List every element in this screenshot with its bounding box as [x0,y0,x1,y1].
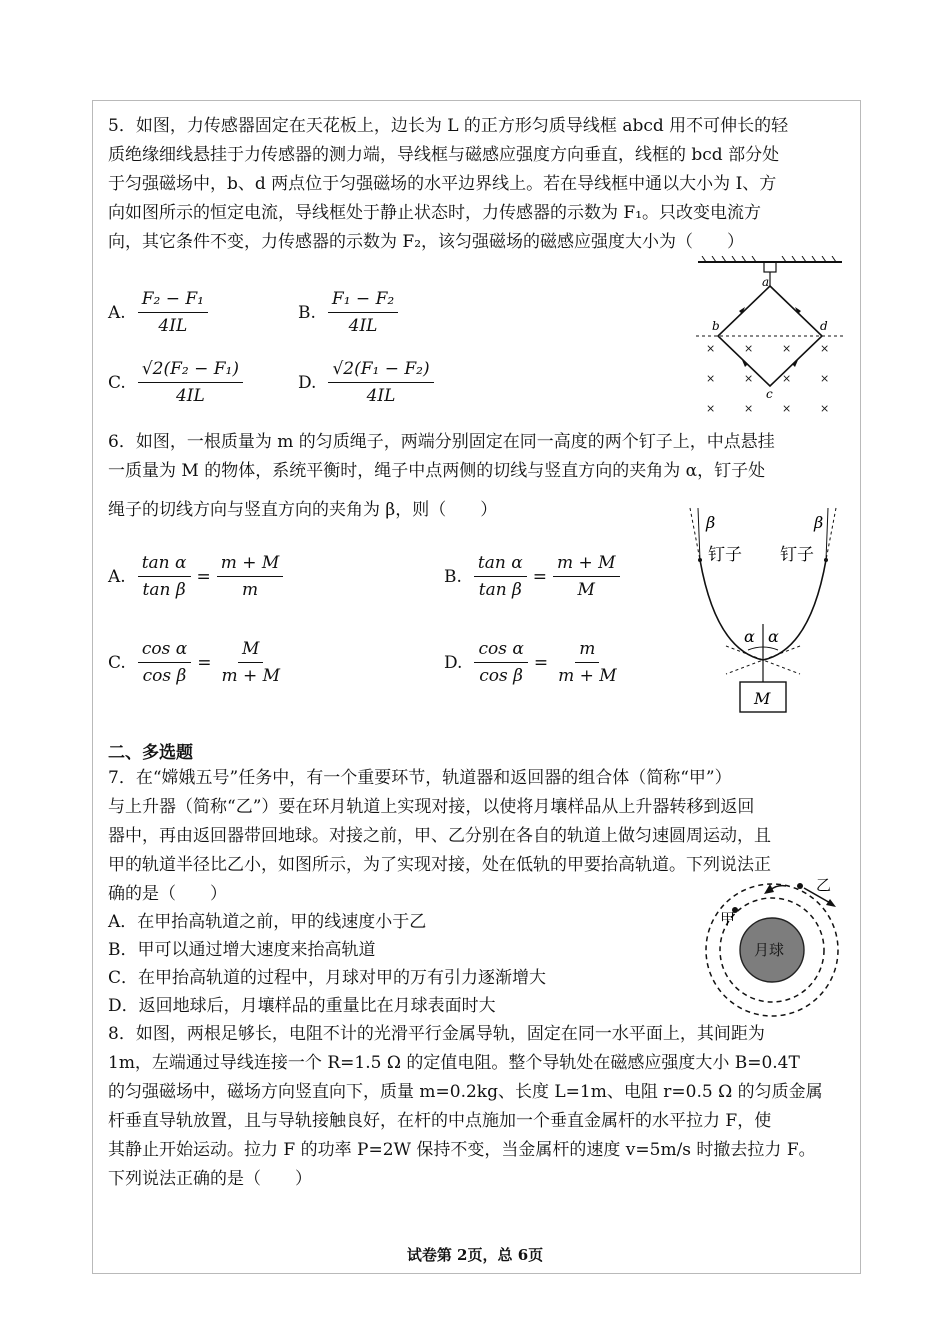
svg-text:×: × [744,342,754,355]
numerator: tan α [138,552,191,577]
label-b: b [712,319,720,333]
fraction-left [474,638,527,687]
fraction [138,288,208,337]
numerator: √2(F₁ − F₂) [328,358,433,383]
q5-option-c[interactable] [108,358,243,407]
svg-text:×: × [706,372,716,385]
option-label: A. [108,302,126,323]
label-c: c [766,387,773,401]
denominator: 4IL [158,316,188,336]
svg-text:×: × [782,342,792,355]
fraction [328,288,398,337]
q8-line-2: 1m，左端通过导线连接一个 R=1.5 Ω 的定值电阻。整个导轨处在磁感应强度大小 B=0.4T [108,1053,800,1073]
label-moon: 月球 [754,941,785,959]
denominator: tan β [142,580,186,600]
q7-line-2: 与上升器（简称“乙”）要在环月轨道上实现对接，以使将月壤样品从上升器转移到返回 [108,797,755,817]
q5-line-4: 向如图所示的恒定电流，导线框处于静止状态时，力传感器的示数为 F₁。只改变电流方 [108,203,762,223]
denominator: m + M [558,666,617,686]
label-alpha-right: α [768,627,779,646]
q7-line-1: 7．在“嫦娥五号”任务中，有一个重要环节，轨道器和返回器的组合体（简称“甲”） [108,768,732,788]
equals-sign: = [532,566,547,587]
fraction [138,358,243,407]
fraction-right [554,638,621,687]
denominator: m [241,580,259,600]
label-a: a [762,275,770,289]
q7-option-b[interactable]: B．甲可以通过增大速度来抬高轨道 [108,940,376,960]
fraction-right [217,638,284,687]
label-nail-left: 钉子 [708,545,742,565]
numerator: m + M [553,552,620,577]
option-label: D. [298,372,317,393]
svg-text:×: × [706,402,716,415]
q7-line-4: 甲的轨道半径比乙小，如图所示，为了实现对接，处在低轨的甲要抬高轨道。下列说法正 [108,855,771,875]
fraction-left [138,552,191,601]
label-jia: 甲 [720,910,736,928]
numerator: m + M [217,552,284,577]
svg-text:×: × [744,402,754,415]
fraction-left [474,552,527,601]
option-label: B. [444,566,462,587]
q7-option-c[interactable]: C．在甲抬高轨道的过程中，月球对甲的万有引力逐渐增大 [108,968,547,988]
numerator: m [575,638,599,663]
svg-text:×: × [820,372,830,385]
denominator: cos β [142,666,187,686]
q6-option-d[interactable] [444,638,621,687]
svg-text:×: × [782,372,792,385]
numerator: √2(F₂ − F₁) [138,358,243,383]
denominator: tan β [478,580,522,600]
label-alpha-left: α [744,627,755,646]
svg-text:×: × [744,372,754,385]
q6-line-2: 一质量为 M 的物体，系统平衡时，绳子中点两侧的切线与竖直方向的夹角为 α，钉子处 [108,461,766,481]
svg-text:×: × [820,402,830,415]
q5-line-1: 5．如图，力传感器固定在天花板上，边长为 L 的正方形匀质导线框 abcd 用不可伸长的轻 [108,116,789,136]
label-nail-right: 钉子 [780,545,814,565]
q6-line-3: 绳子的切线方向与竖直方向的夹角为 β，则（ ） [108,500,498,520]
q6-option-a[interactable] [108,552,283,601]
numerator: cos α [474,638,527,663]
q7-option-d[interactable]: D．返回地球后，月壤样品的重量比在月球表面时大 [108,996,496,1016]
fraction-right [217,552,284,601]
q8-line-6: 下列说法正确的是（ ） [108,1169,312,1189]
fraction [328,358,433,407]
denominator: 4IL [175,386,205,406]
q6-rope-figure [676,500,852,720]
option-label: C. [108,372,126,393]
q8-line-3: 的匀强磁场中，磁场方向竖直向下，质量 m=0.2kg、长度 L=1m、电阻 r=0.5 Ω 的匀质金属 [108,1082,823,1102]
page-footer: 试卷第 2页，总 6页 [406,1246,544,1264]
q6-option-c[interactable] [108,638,284,687]
numerator: tan α [474,552,527,577]
q5-option-a[interactable] [108,288,208,337]
q8-line-1: 8．如图，两根足够长，电阻不计的光滑平行金属导轨，固定在同一水平面上，其间距为 [108,1024,765,1044]
q5-option-d[interactable] [298,358,434,407]
numerator: cos α [138,638,191,663]
q8-line-4: 杆垂直导轨放置，且与导轨接触良好，在杆的中点施加一个垂直金属杆的水平拉力 F，使 [108,1111,772,1131]
svg-text:×: × [706,342,716,355]
q7-line-5: 确的是（ ） [108,884,227,904]
denominator: M [577,580,595,600]
option-label: D. [444,652,463,673]
q6-option-b[interactable] [444,552,620,601]
fraction-left [138,638,191,687]
denominator: 4IL [366,386,396,406]
numerator: F₂ − F₁ [138,288,208,313]
equals-sign: = [197,652,212,673]
option-label: C. [108,652,126,673]
numerator: F₁ − F₂ [328,288,398,313]
q5-option-b[interactable] [298,288,398,337]
denominator: cos β [479,666,523,686]
denominator: 4IL [348,316,378,336]
q7-orbit-figure [690,870,850,1020]
section-title: 二、多选题 [108,743,193,763]
option-label: B. [298,302,316,323]
label-beta-right: β [814,513,824,532]
denominator: m + M [221,666,281,686]
svg-text:×: × [820,342,830,355]
label-mass: M [754,689,771,708]
svg-text:×: × [782,402,792,415]
q5-line-2: 质绝缘细线悬挂于力传感器的测力端，导线框与磁感应强度方向垂直，线框的 bcd 部分处 [108,145,780,165]
q7-line-3: 器中，再由返回器带回地球。对接之前，甲、乙分别在各自的轨道上做匀速圆周运动，且 [108,826,771,846]
equals-sign: = [196,566,211,587]
numerator: M [238,638,263,663]
label-yi: 乙 [816,876,832,894]
q5-line-5: 向，其它条件不变，力传感器的示数为 F₂，该匀强磁场的磁感应强度大小为（ ） [108,232,745,252]
q6-line-1: 6．如图，一根质量为 m 的匀质绳子，两端分别固定在同一高度的两个钉子上，中点悬挂 [108,432,775,452]
q7-option-a[interactable]: A．在甲抬高轨道之前，甲的线速度小于乙 [108,912,427,932]
option-label: A. [108,566,126,587]
q8-line-5: 其静止开始运动。拉力 F 的功率 P=2W 保持不变，当金属杆的速度 v=5m/s 时撤去拉力 F。 [108,1140,816,1160]
fraction-right [553,552,620,601]
label-beta-left: β [706,513,716,532]
q5-wire-frame-figure [690,256,850,420]
equals-sign: = [533,652,549,673]
label-d: d [820,319,828,333]
q5-line-3: 于匀强磁场中，b、d 两点位于匀强磁场的水平边界线上。若在导线框中通以大小为 I、方 [108,174,777,194]
